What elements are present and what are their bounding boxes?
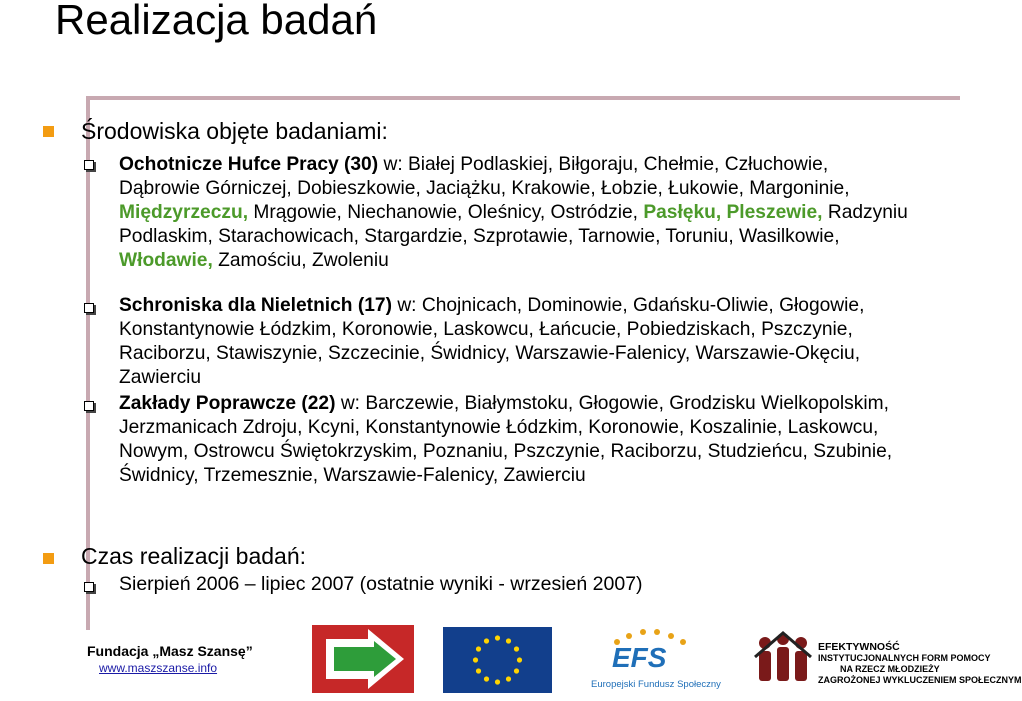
- item-highlight: Pasłęku, Pleszewie,: [643, 202, 823, 223]
- efs-letters: EFS: [612, 642, 667, 673]
- checkbox-bullet-icon: [84, 401, 94, 411]
- item-lead: Schroniska dla Nieletnich (17): [119, 295, 392, 316]
- list-item-period: Sierpień 2006 – lipiec 2007 (ostatnie wyniki - wrzesień 2007): [119, 573, 643, 595]
- item-lead: Zakłady Poprawcze (22): [119, 393, 336, 414]
- section-bullet-icon: [43, 553, 54, 564]
- item-text: Radzyniu Podlaskim, Starachowicach, Stargardzie, Szprotawie, Tarnowie, Toruniu, Wasilkowie,: [119, 202, 908, 247]
- slide-title: Realizacja badań: [55, 0, 378, 43]
- item-text: w: Białej Podlaskiej, Biłgoraju, Chełmie, Człuchowie, Dąbrowie Górniczej, Dobieszkowie, Jaciążku, Krakowie, Łobzie, Łukowie, Margoninie,: [119, 154, 850, 199]
- item-text: w: Barczewie, Białymstoku, Głogowie, Grodzisku Wielkopolskim, Jerzmanicach Zdroju, Kcyni, Konstantynowie Łódzkim, Koronowie, Koszalinie, Laskowcu, Nowym, Ostrowcu Świętokrzyskim, Poznaniu, Pszczynie, Raciborzu, Studzieńcu, Szubinie, Świdnicy, Trzemesznie, Warszawie-Falenicy, Zawierciu: [119, 393, 893, 486]
- section-bullet-icon: [43, 126, 54, 137]
- efk-line: INSTYTUCJONALNYCH FORM POMOCY: [818, 653, 991, 663]
- go-arrow-logo: [312, 625, 414, 693]
- list-item-shelters: [119, 294, 909, 390]
- list-item-ohp: [119, 153, 909, 273]
- efk-line: NA RZECZ MŁODZIEŻY: [840, 664, 940, 674]
- item-lead: Ochotnicze Hufce Pracy (30): [119, 154, 379, 175]
- foundation-name: Fundacja „Masz Szansę”: [87, 643, 253, 659]
- list-item-reformatories: [119, 392, 909, 488]
- item-highlight: Międzyrzeczu,: [119, 202, 249, 223]
- checkbox-bullet-icon: [84, 303, 94, 313]
- section-heading-time: Czas realizacji badań:: [81, 543, 307, 569]
- foundation-link[interactable]: www.maszszanse.info: [99, 661, 218, 675]
- eu-flag-logo: [443, 627, 552, 693]
- efk-line: ZAGROŻONEJ WYKLUCZENIEM SPOŁECZNYM: [818, 675, 1022, 685]
- arrow-icon: [312, 625, 414, 693]
- checkbox-bullet-icon: [84, 582, 94, 592]
- item-text: Zamościu, Zwoleniu: [212, 250, 389, 271]
- item-highlight: Włodawie,: [119, 250, 213, 271]
- efk-logo-text: [818, 642, 1022, 686]
- eu-stars-icon: [443, 627, 552, 693]
- efk-line: EFEKTYWNOŚĆ: [818, 641, 900, 653]
- section-heading-environments: Środowiska objęte badaniami:: [81, 118, 388, 144]
- efs-caption: Europejski Fundusz Społeczny: [591, 679, 721, 690]
- frame-top-rule: [86, 96, 960, 100]
- checkbox-bullet-icon: [84, 160, 94, 170]
- item-text: w: Chojnicach, Dominowie, Gdańsku-Oliwie, Głogowie, Konstantynowie Łódzkim, Koronowie, Laskowcu, Łańcucie, Pobiedziskach, Pszczynie, Raciborzu, Stawiszynie, Szczecinie, Świdnicy, Warszawie-Falenicy, Warszawie-Okęciu, Zawierciu: [119, 295, 865, 388]
- item-text: Mrągowie, Niechanowie, Oleśnicy, Ostródzie,: [248, 202, 644, 223]
